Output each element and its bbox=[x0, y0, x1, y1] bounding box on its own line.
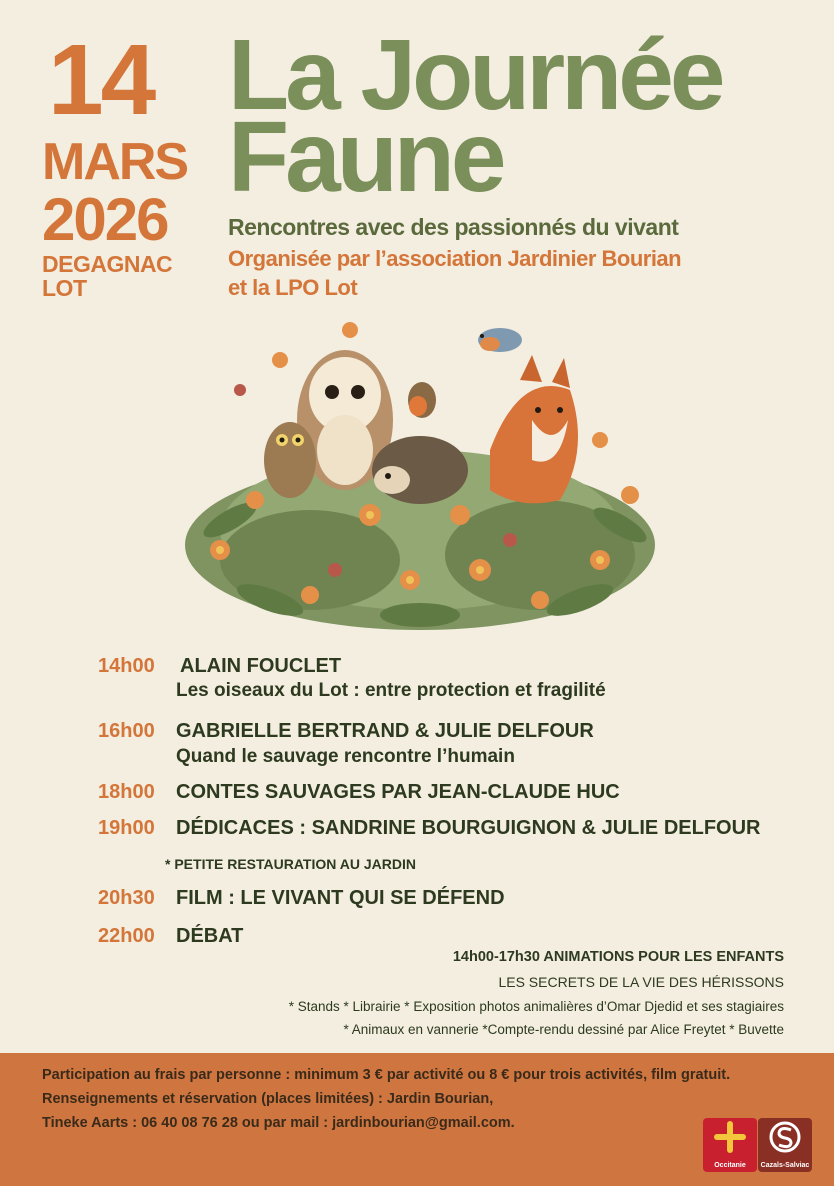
programme-subtitle: Les oiseaux du Lot : entre protection et fragilité bbox=[176, 680, 606, 701]
programme-title: GABRIELLE BERTRAND & JULIE DELFOUR bbox=[176, 720, 594, 742]
programme-time: 16h00 bbox=[98, 720, 155, 742]
organizer bbox=[228, 244, 681, 302]
event-title bbox=[228, 19, 722, 213]
cazals-salviac-logo bbox=[758, 1118, 812, 1172]
cazals-s-icon bbox=[758, 1118, 812, 1158]
programme-item-1 bbox=[98, 655, 341, 678]
restaurant-note: * PETITE RESTAURATION AU JARDIN bbox=[165, 856, 416, 872]
programme-title: FILM : LE VIVANT QUI SE DÉFEND bbox=[176, 887, 505, 909]
occitanie-label: Occitanie bbox=[714, 1162, 746, 1169]
programme-item-4 bbox=[98, 817, 760, 840]
programme-time: 14h00 bbox=[98, 655, 155, 677]
title-line-1: La Journée bbox=[228, 19, 722, 131]
event-subtitle: Rencontres avec des passionnés du vivant bbox=[228, 214, 679, 240]
place-department: LOT bbox=[42, 275, 87, 301]
programme-time: 20h30 bbox=[98, 887, 155, 909]
date-month: MARS bbox=[42, 133, 188, 191]
occitanie-logo bbox=[703, 1118, 757, 1172]
place-village: DEGAGNAC bbox=[42, 251, 173, 277]
programme-time: 18h00 bbox=[98, 781, 155, 803]
extras-line-1: * Stands * Librairie * Exposition photos animalières d’Omar Djedid et ses stagiaires bbox=[288, 999, 784, 1014]
footer-contact: Tineke Aarts : 06 40 08 76 28 ou par mail : jardinbourian@gmail.com. bbox=[42, 1115, 515, 1131]
programme-item-6 bbox=[98, 925, 243, 948]
programme-title: DÉBAT bbox=[176, 925, 244, 947]
footer-booking: Renseignements et réservation (places limitées) : Jardin Bourian, bbox=[42, 1091, 494, 1107]
programme-subtitle: Quand le sauvage rencontre l’humain bbox=[176, 746, 515, 767]
date-year: 2026 bbox=[42, 186, 168, 253]
kids-activities: 14h00-17h30 ANIMATIONS POUR LES ENFANTS bbox=[452, 949, 784, 965]
organizer-line-2: et la LPO Lot bbox=[228, 275, 358, 300]
programme-title: ALAIN FOUCLET bbox=[180, 655, 342, 677]
footer-pricing: Participation au frais par personne : minimum 3 € par activité ou 8 € pour trois activités, film gratuit. bbox=[42, 1067, 731, 1083]
programme-time: 22h00 bbox=[98, 925, 155, 947]
date-day: 14 bbox=[48, 24, 154, 136]
extras-line-2: * Animaux en vannerie *Compte-rendu dessiné par Alice Freytet * Buvette bbox=[343, 1022, 784, 1037]
occitanie-cross-icon bbox=[703, 1118, 757, 1158]
date-place bbox=[42, 252, 172, 300]
animals-illustration bbox=[160, 300, 680, 640]
programme-item-5 bbox=[98, 887, 505, 910]
programme-time: 19h00 bbox=[98, 817, 155, 839]
kids-activities-detail: LES SECRETS DE LA VIE DES HÉRISSONS bbox=[498, 974, 784, 990]
organizer-line-1: Organisée par l’association Jardinier Bourian bbox=[228, 246, 682, 271]
programme-title: DÉDICACES : SANDRINE BOURGUIGNON & JULIE DELFOUR bbox=[176, 817, 761, 839]
programme-title: CONTES SAUVAGES PAR JEAN-CLAUDE HUC bbox=[176, 781, 620, 803]
programme-item-2 bbox=[98, 720, 594, 743]
cazals-label: Cazals-Salviac bbox=[760, 1162, 810, 1169]
title-line-2: Faune bbox=[228, 101, 503, 213]
programme-item-3 bbox=[98, 781, 620, 804]
